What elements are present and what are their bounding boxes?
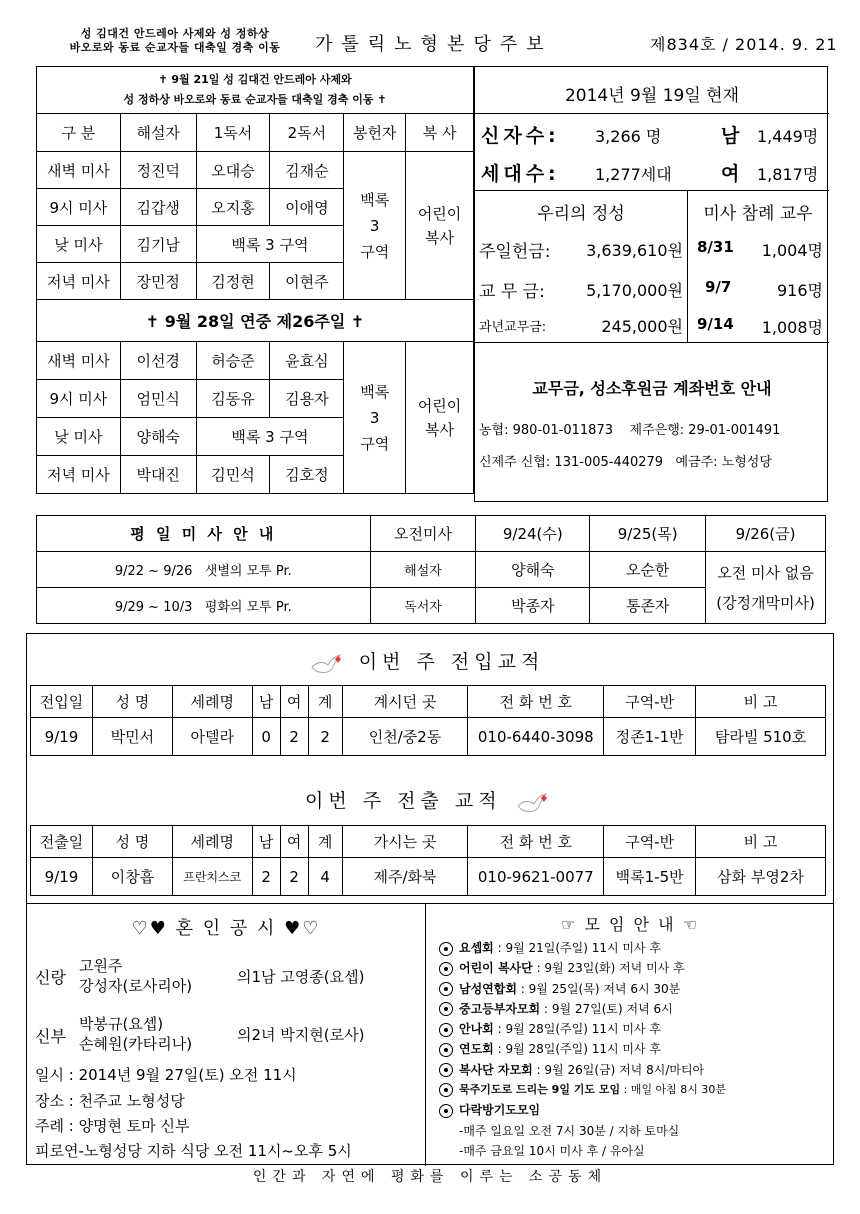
meeting-detail: : 9월 28일(주일) 11시 미사 후 bbox=[497, 1022, 661, 1037]
move-in-col: 구역-반 bbox=[604, 686, 696, 718]
bullet-icon bbox=[439, 1043, 453, 1057]
move-out-cell: 4 bbox=[308, 858, 342, 896]
move-out-cell: 010-9621-0077 bbox=[468, 858, 604, 896]
header-subtitle-1: 성 김대건 안드레아 사제와 성 정하상 bbox=[80, 27, 270, 40]
groom-parent: 강성자(로사리아) bbox=[79, 977, 193, 995]
server-line: 어린이 bbox=[417, 204, 462, 223]
move-out-col: 전 화 번 호 bbox=[468, 826, 604, 858]
offering-value: 5,170,000원 bbox=[586, 281, 683, 300]
period-row-1: 9/22 ~ 9/26 샛별의 모투 Pr. bbox=[37, 552, 371, 588]
attendance-count: 916명 bbox=[777, 281, 823, 300]
offerer-line: 구역 bbox=[360, 434, 390, 453]
offering-value: 3,639,610원 bbox=[586, 241, 683, 260]
move-in-cell: 박민서 bbox=[92, 718, 172, 756]
move-in-cell: 0 bbox=[252, 718, 280, 756]
commentator: 박대진 bbox=[120, 456, 196, 494]
believers-label: 신자수: bbox=[481, 125, 560, 147]
offerer-line: 백록 bbox=[360, 190, 390, 209]
move-out-col: 구역-반 bbox=[604, 826, 696, 858]
mass-name: 새벽 미사 bbox=[37, 342, 121, 380]
meeting-item bbox=[439, 1060, 726, 1080]
meeting-detail: : 9월 27일(토) 저녁 6시 bbox=[543, 1001, 673, 1016]
reader-1: 허승준 bbox=[196, 342, 270, 380]
move-out-col: 가시는 곳 bbox=[342, 826, 468, 858]
believers-value: 3,266 명 bbox=[595, 127, 662, 146]
move-in-cell: 2 bbox=[280, 718, 308, 756]
move-out-title: 이번 주 전출 교적 bbox=[305, 790, 502, 812]
move-in-cell: 정존1-1반 bbox=[604, 718, 696, 756]
move-in-col: 전 화 번 호 bbox=[468, 686, 604, 718]
move-in-cell: 탐라빌 510호 bbox=[696, 718, 826, 756]
commentator: 엄민식 bbox=[120, 380, 196, 418]
meeting-item bbox=[439, 1039, 726, 1059]
period-row-2: 9/29 ~ 10/3 평화의 모투 Pr. bbox=[37, 588, 371, 624]
female-value: 1,817명 bbox=[757, 165, 819, 184]
meeting-name: 복사단 자모회 bbox=[459, 1062, 533, 1077]
server-line: 복사 bbox=[425, 420, 455, 439]
offerings-title: 우리의 정성 bbox=[537, 204, 625, 224]
attendance-title: 미사 참례 교우 bbox=[703, 204, 813, 224]
move-out-col: 비 고 bbox=[696, 826, 826, 858]
date-header: 9/25(목) bbox=[590, 516, 706, 552]
meetings-title: ☞ 모 임 안 내 ☜ bbox=[561, 915, 699, 934]
groom-parent: 고원주 bbox=[79, 957, 123, 975]
offerer bbox=[344, 152, 406, 300]
meeting-sub: -매주 일요일 오전 7시 30분 / 지하 토마실 bbox=[459, 1123, 680, 1138]
bullet-icon bbox=[439, 1002, 453, 1016]
meeting-name: 중고등부자모회 bbox=[459, 1001, 541, 1016]
move-in-cell: 인천/중2동 bbox=[342, 718, 468, 756]
meeting-item bbox=[439, 958, 726, 978]
meeting-item bbox=[439, 999, 726, 1019]
move-out-cell: 이창흡 bbox=[92, 858, 172, 896]
move-in-col: 계시던 곳 bbox=[342, 686, 468, 718]
offerer-line: 구역 bbox=[360, 242, 390, 261]
wedding-officiant: 주례 : 양명현 토마 신부 bbox=[35, 1117, 190, 1135]
move-out-cell: 백록1-5반 bbox=[604, 858, 696, 896]
dove-icon bbox=[310, 651, 344, 677]
week2-title: ✝ 9월 28일 연중 제26주일 ✝ bbox=[37, 300, 474, 342]
move-in-col: 계 bbox=[308, 686, 342, 718]
reader-1: 오지홍 bbox=[196, 189, 270, 226]
move-out-col: 성 명 bbox=[92, 826, 172, 858]
weekday-name: 박종자 bbox=[476, 588, 590, 624]
dove-icon bbox=[516, 790, 550, 816]
meeting-detail: : 9월 23일(화) 저녁 미사 후 bbox=[536, 961, 685, 976]
commentator: 양해숙 bbox=[120, 418, 196, 456]
reader-2: 이애영 bbox=[270, 189, 344, 226]
weekday-name: 통존자 bbox=[590, 588, 706, 624]
meeting-name: 연도회 bbox=[459, 1042, 494, 1057]
header-subtitle-2: 바오로와 동료 순교자들 대축일 경축 이동 bbox=[69, 41, 281, 54]
meeting-name: 어린이 복사단 bbox=[459, 961, 533, 976]
meeting-name: 안나회 bbox=[459, 1022, 494, 1037]
households-value: 1,277세대 bbox=[595, 165, 672, 184]
role-label: 독서자 bbox=[370, 588, 476, 624]
commentator: 이선경 bbox=[120, 342, 196, 380]
move-in-col: 전입일 bbox=[31, 686, 93, 718]
readers-merged: 백록 3 구역 bbox=[196, 226, 344, 263]
col-header: 1독서 bbox=[196, 114, 270, 152]
offerer-line: 3 bbox=[369, 216, 380, 235]
bride-parents bbox=[79, 1014, 192, 1054]
feast-title-line1: ✝ 9월 21일 성 김대건 안드레아 사제와 bbox=[158, 73, 352, 86]
friday-note-line: (강정개막미사) bbox=[716, 593, 815, 612]
weekday-name: 양해숙 bbox=[476, 552, 590, 588]
bottom-panel bbox=[26, 903, 834, 1165]
accounts-line-2: 신제주 신협: 131-005-440279 예금주: 노형성당 bbox=[479, 455, 772, 470]
meeting-detail: : 9월 28일(주일) 11시 미사 후 bbox=[497, 1042, 661, 1057]
bullet-icon bbox=[439, 962, 453, 976]
move-in-col: 성 명 bbox=[92, 686, 172, 718]
reader-1: 김민석 bbox=[196, 456, 270, 494]
attendance-date: 9/14 bbox=[697, 315, 734, 333]
offering-label: 주일헌금: bbox=[479, 242, 551, 262]
bulletin-title: 가톨릭노형본당주보 bbox=[315, 34, 553, 55]
morning-mass-header: 오전미사 bbox=[370, 516, 476, 552]
stats-as-of: 2014년 9월 19일 현재 bbox=[564, 86, 740, 106]
readers-merged: 백록 3 구역 bbox=[196, 418, 344, 456]
groom-label: 신랑 bbox=[35, 968, 66, 987]
move-in-col: 비 고 bbox=[696, 686, 826, 718]
marriage-title: ♡♥ 혼 인 공 시 ♥♡ bbox=[131, 918, 321, 939]
meeting-item bbox=[439, 1019, 726, 1039]
reader-2: 김호정 bbox=[270, 456, 344, 494]
move-out-cell: 제주/화북 bbox=[342, 858, 468, 896]
attendance-date: 8/31 bbox=[697, 238, 734, 256]
move-in-cell: 010-6440-3098 bbox=[468, 718, 604, 756]
altar-server bbox=[406, 152, 474, 300]
offering-value: 245,000원 bbox=[601, 317, 683, 336]
col-header: 해설자 bbox=[120, 114, 196, 152]
move-out-cell: 2 bbox=[280, 858, 308, 896]
move-in-header bbox=[310, 647, 544, 677]
col-header: 구 분 bbox=[37, 114, 121, 152]
meeting-item bbox=[439, 1100, 726, 1120]
date-header: 9/26(금) bbox=[706, 516, 826, 552]
accounts-title: 교무금, 성소후원금 계좌번호 안내 bbox=[532, 379, 772, 398]
feast-title bbox=[37, 67, 474, 114]
households-label: 세대수: bbox=[481, 163, 560, 185]
move-out-header bbox=[305, 786, 550, 816]
reader-1: 김정현 bbox=[196, 263, 270, 300]
move-in-cell: 2 bbox=[308, 718, 342, 756]
mass-name: 9시 미사 bbox=[37, 380, 121, 418]
bride-parent: 박봉규(요셉) bbox=[79, 1015, 164, 1033]
col-header: 복 사 bbox=[406, 114, 474, 152]
sunday-schedule-table bbox=[36, 66, 474, 494]
reader-1: 오대승 bbox=[196, 152, 270, 189]
server-line: 어린이 bbox=[417, 396, 462, 415]
meeting-item bbox=[439, 979, 726, 999]
move-out-cell: 프란치스코 bbox=[172, 858, 252, 896]
wedding-date: 일시 : 2014년 9월 27일(토) 오전 11시 bbox=[35, 1066, 297, 1084]
bride-parent: 손혜원(카타리나) bbox=[79, 1035, 193, 1053]
move-in-col: 세례명 bbox=[172, 686, 252, 718]
bullet-icon bbox=[439, 1083, 453, 1097]
mass-name: 저녁 미사 bbox=[37, 456, 121, 494]
bullet-icon bbox=[439, 942, 453, 956]
attendance-count: 1,004명 bbox=[761, 241, 823, 260]
move-out-col: 여 bbox=[280, 826, 308, 858]
move-out-col: 전출일 bbox=[31, 826, 93, 858]
move-out-table bbox=[30, 825, 826, 896]
meeting-detail: : 매일 아침 8시 30분 bbox=[623, 1083, 727, 1097]
groom-parents bbox=[79, 956, 192, 996]
bullet-icon bbox=[439, 1063, 453, 1077]
reader-2: 김재순 bbox=[270, 152, 344, 189]
female-label: 여 bbox=[721, 163, 744, 185]
bride-info: 의2녀 박지현(로사) bbox=[237, 1026, 365, 1044]
move-in-cell: 9/19 bbox=[31, 718, 93, 756]
reader-2: 윤효심 bbox=[270, 342, 344, 380]
move-in-title: 이번 주 전입교적 bbox=[358, 651, 545, 673]
stats-panel bbox=[474, 66, 828, 502]
footer-motto: 인간과 자연에 평화를 이루는 소공동체 bbox=[252, 1169, 608, 1185]
meetings-list bbox=[439, 938, 726, 1161]
date-header: 9/24(수) bbox=[476, 516, 590, 552]
offerer bbox=[344, 342, 406, 494]
commentator: 김기남 bbox=[120, 226, 196, 263]
meeting-detail: : 9월 21일(주일) 11시 미사 후 bbox=[497, 941, 661, 955]
altar-server bbox=[406, 342, 474, 494]
col-header: 2독서 bbox=[270, 114, 344, 152]
mass-name: 9시 미사 bbox=[37, 189, 121, 226]
commentator: 김갑생 bbox=[120, 189, 196, 226]
weekday-name: 오순한 bbox=[590, 552, 706, 588]
accounts-line-1: 농협: 980-01-011873 제주은행: 29-01-001491 bbox=[479, 423, 781, 438]
offering-label: 교 무 금: bbox=[479, 282, 545, 302]
meeting-item bbox=[439, 1080, 726, 1100]
attendance-count: 1,008명 bbox=[761, 318, 823, 337]
move-out-cell: 9/19 bbox=[31, 858, 93, 896]
offerer-line: 백록 bbox=[360, 382, 390, 401]
reader-1: 김동유 bbox=[196, 380, 270, 418]
meeting-name: 요셉회 bbox=[459, 941, 494, 955]
groom-info: 의1남 고영종(요셉) bbox=[237, 968, 365, 986]
reader-2: 김용자 bbox=[270, 380, 344, 418]
move-out-col: 계 bbox=[308, 826, 342, 858]
male-value: 1,449명 bbox=[757, 127, 819, 146]
server-line: 복사 bbox=[425, 228, 455, 247]
commentator: 장민정 bbox=[120, 263, 196, 300]
weekday-title: 평 일 미 사 안 내 bbox=[37, 516, 371, 552]
mass-name: 낮 미사 bbox=[37, 226, 121, 263]
offerer-line: 3 bbox=[369, 408, 380, 427]
weekday-mass-table bbox=[36, 515, 826, 624]
bride-label: 신부 bbox=[35, 1027, 66, 1046]
move-out-cell: 삼화 부영2차 bbox=[696, 858, 826, 896]
friday-note bbox=[706, 552, 826, 624]
reader-2: 이현주 bbox=[270, 263, 344, 300]
bullet-icon bbox=[439, 982, 453, 996]
meeting-name: 다락방기도모임 bbox=[459, 1103, 541, 1118]
mass-name: 낮 미사 bbox=[37, 418, 121, 456]
attendance-date: 9/7 bbox=[705, 278, 732, 296]
role-label: 해설자 bbox=[370, 552, 476, 588]
feast-title-line2: 성 정하상 바오로와 동료 순교자들 대축일 경축 이동 ✝ bbox=[123, 93, 387, 106]
move-out-col: 남 bbox=[252, 826, 280, 858]
move-out-cell: 2 bbox=[252, 858, 280, 896]
wedding-reception: 피로연-노형성당 지하 식당 오전 11시~오후 5시 bbox=[35, 1142, 352, 1160]
bullet-icon bbox=[439, 1023, 453, 1037]
meeting-name: 묵주기도로 드리는 9일 기도 모임 bbox=[459, 1083, 621, 1097]
col-header: 봉헌자 bbox=[344, 114, 406, 152]
meeting-name: 남성연합회 bbox=[459, 981, 517, 996]
move-in-table bbox=[30, 685, 826, 756]
move-out-col: 세례명 bbox=[172, 826, 252, 858]
issue-number: 제834호 / 2014. 9. 21 bbox=[650, 35, 838, 54]
mass-name: 새벽 미사 bbox=[37, 152, 121, 189]
move-in-col: 남 bbox=[252, 686, 280, 718]
mass-name: 저녁 미사 bbox=[37, 263, 121, 300]
meeting-detail: : 9월 26일(금) 저녁 8시/마티아 bbox=[536, 1062, 705, 1077]
commentator: 정진덕 bbox=[120, 152, 196, 189]
move-in-cell: 아델라 bbox=[172, 718, 252, 756]
wedding-place: 장소 : 천주교 노형성당 bbox=[35, 1092, 185, 1110]
move-in-col: 여 bbox=[280, 686, 308, 718]
meeting-detail: : 9월 25일(목) 저녁 6시 30분 bbox=[520, 981, 681, 996]
offering-label: 과년교무금: bbox=[479, 320, 547, 335]
male-label: 남 bbox=[721, 125, 744, 147]
friday-note-line: 오전 미사 없음 bbox=[717, 563, 814, 582]
meeting-sub: -매주 금요일 10시 미사 후 / 유아실 bbox=[459, 1143, 645, 1158]
bullet-icon bbox=[439, 1104, 453, 1118]
meeting-item bbox=[439, 938, 726, 958]
